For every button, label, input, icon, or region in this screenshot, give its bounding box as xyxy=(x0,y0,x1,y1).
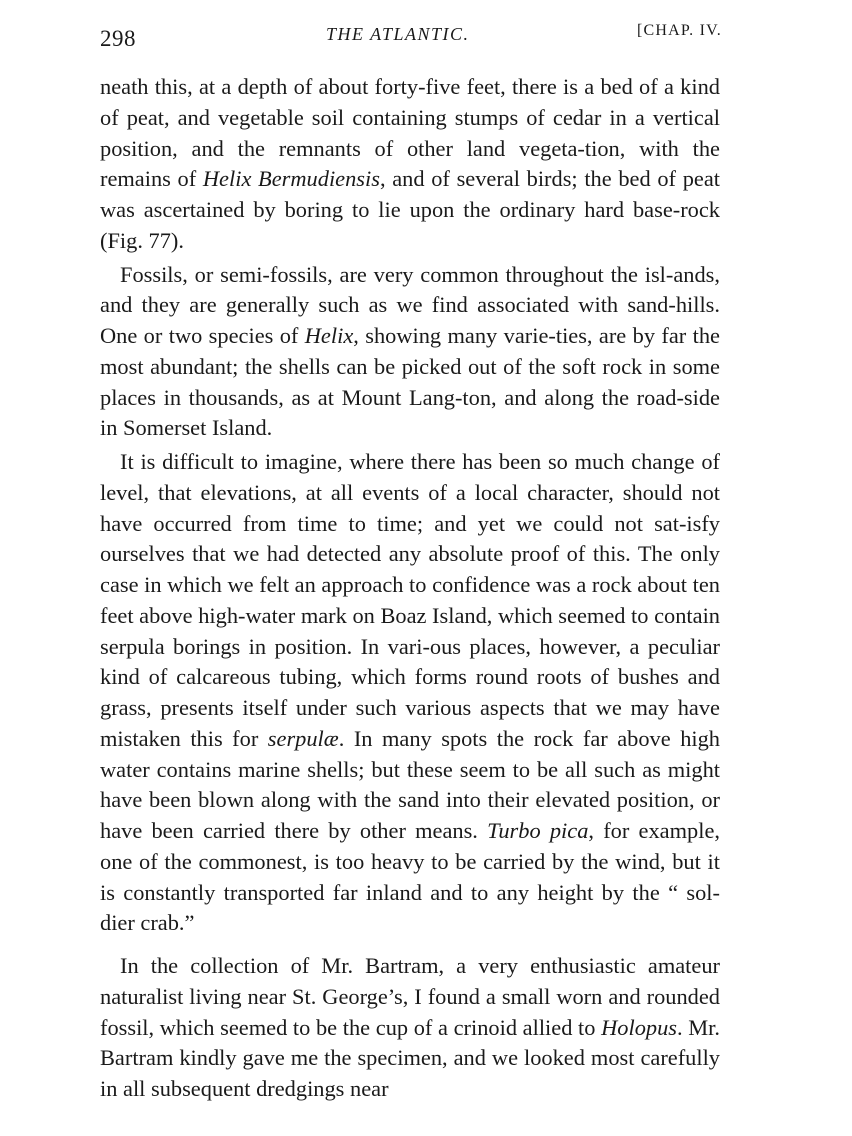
page-number: 298 xyxy=(100,26,136,51)
paragraph xyxy=(100,447,720,939)
text-run: It is difficult to imagine, where there has been so much change of level, that elevations, at all events of a local character, should not have occurred from time to time; and yet we could not sat-isfy ourselves that we had detected any absolute proof of this. The only case in which we felt an approach to confidence was a rock about ten feet above high-water mark on Boaz Island, which seemed to contain serpula borings in position. In vari-ous places, however, a peculiar kind of calcareous tubing, which forms round roots of bushes and grass, presents itself under such various aspects that we may have mistaken this for xyxy=(100,449,720,751)
chapter-reference: [CHAP. IV. xyxy=(636,22,722,39)
text-run: neath this, at a depth of about forty-five feet, there is a bed of a kind of peat, and vegetable soil containing stumps of cedar in a vertical position, and the remnants of other land vegeta-tion, with the remains of xyxy=(100,74,720,192)
text-run: Fossils, or semi-fossils, are very common throughout the isl-ands, and they are generally such as we find associated with sand-hills. One or two species of xyxy=(100,261,720,348)
italic-text: Helix xyxy=(304,323,354,348)
body-text xyxy=(100,72,720,1105)
running-head xyxy=(100,14,720,54)
italic-text: Turbo pica xyxy=(487,818,589,843)
italic-text: Holopus xyxy=(601,1014,678,1040)
text-run: . Mr. Bartram kindly gave me the specimen, and we looked most carefully in all subsequent dredgings near xyxy=(100,1014,720,1101)
running-title: THE ATLANTIC. xyxy=(326,24,470,44)
italic-text: serpulæ xyxy=(267,725,339,751)
text-run: . In many spots the rock far above high water contains marine shells; but these seem to be all such as might have been blown along with the sand into their elevated position, or have been carried there by other means. xyxy=(100,725,720,843)
paragraph xyxy=(100,951,720,1105)
text-run: , and of several birds; the bed of peat was ascertained by boring to lie upon the ordinary hard base-rock (Fig. 77). xyxy=(100,166,720,253)
text-run: , showing many varie-ties, are by far the most abundant; the shells can be picked out of the soft rock in some places in thousands, as at Mount Lang-ton, and along the road-side in Somerset Island. xyxy=(100,323,720,441)
paragraph xyxy=(100,72,720,257)
paragraph xyxy=(100,260,720,445)
book-page xyxy=(100,14,720,1105)
italic-text: Helix Bermudiensis xyxy=(202,166,380,192)
text-run: In the collection of Mr. Bartram, a very enthusiastic amateur naturalist living near St. George’s, I found a small worn and rounded fossil, which seemed to be the cup of a crinoid allied to xyxy=(100,953,720,1040)
text-run: , for example, one of the commonest, is too heavy to be carried by the wind, but it is constantly transported far inland and to any height by the “ sol-dier crab.” xyxy=(100,818,720,936)
